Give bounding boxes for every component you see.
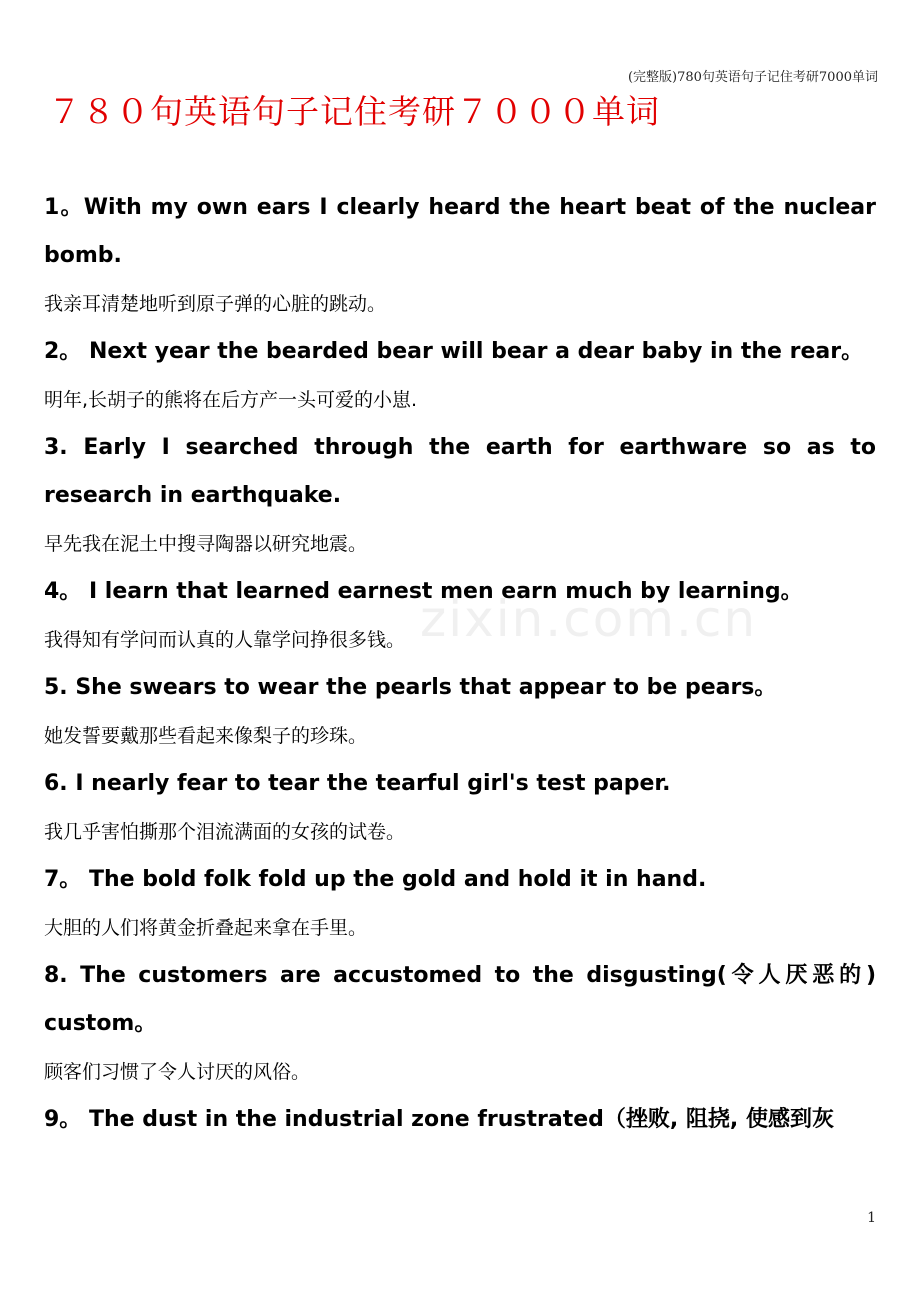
english-sentence: 2。 Next year the bearded bear will bear a dear baby in the rear。 — [44, 339, 864, 364]
chinese-translation: 顾客们习惯了令人讨厌的风俗。 — [44, 1061, 311, 1083]
english-sentence: 9。 The dust in the industrial zone frustrated（挫败, 阻挠, 使感到灰 — [44, 1107, 834, 1132]
english-sentence: 8. The customers are accustomed to the disgusting(令人厌恶的) custom。 — [44, 963, 876, 1036]
sentence-entry-6 — [44, 760, 876, 856]
sentence-entry-1 — [44, 184, 876, 328]
sentence-entry-3 — [44, 424, 876, 568]
english-sentence: 4。 I learn that learned earnest men earn much by learning。 — [44, 579, 803, 604]
watermark: zixin.com.cn — [420, 590, 758, 648]
chinese-translation: 大胆的人们将黄金折叠起来拿在手里。 — [44, 917, 368, 939]
page-number: 1 — [867, 1210, 876, 1226]
english-sentence: 3. Early I searched through the earth for earthware so as to research in earthquake. — [44, 435, 876, 508]
chinese-translation: 她发誓要戴那些看起来像梨子的珍珠。 — [44, 725, 368, 747]
sentence-entry-7 — [44, 856, 876, 952]
chinese-translation: 明年,长胡子的熊将在后方产一头可爱的小崽. — [44, 389, 418, 411]
chinese-translation: 我几乎害怕撕那个泪流满面的女孩的试卷。 — [44, 821, 406, 843]
sentence-entry-4 — [44, 568, 876, 664]
english-sentence: 1。With my own ears I clearly heard the heart beat of the nuclear bomb. — [44, 195, 876, 268]
english-sentence: 6. I nearly fear to tear the tearful girl's test paper. — [44, 771, 671, 796]
english-sentence: 5. She swears to wear the pearls that appear to be pears。 — [44, 675, 777, 700]
english-sentence: 7。 The bold folk fold up the gold and hold it in hand. — [44, 867, 707, 892]
chinese-translation: 早先我在泥土中搜寻陶器以研究地震。 — [44, 533, 368, 555]
sentence-entry-9 — [44, 1096, 876, 1144]
document-title: ７８０句英语句子记住考研７０００单词 — [48, 92, 660, 131]
chinese-translation: 我得知有学问而认真的人靠学问挣很多钱。 — [44, 629, 406, 651]
running-header: (完整版)780句英语句子记住考研7000单词 — [627, 70, 878, 85]
sentence-entry-5 — [44, 664, 876, 760]
sentence-list — [44, 184, 876, 1144]
sentence-entry-8 — [44, 952, 876, 1096]
chinese-translation: 我亲耳清楚地听到原子弹的心脏的跳动。 — [44, 293, 387, 315]
sentence-entry-2 — [44, 328, 876, 424]
